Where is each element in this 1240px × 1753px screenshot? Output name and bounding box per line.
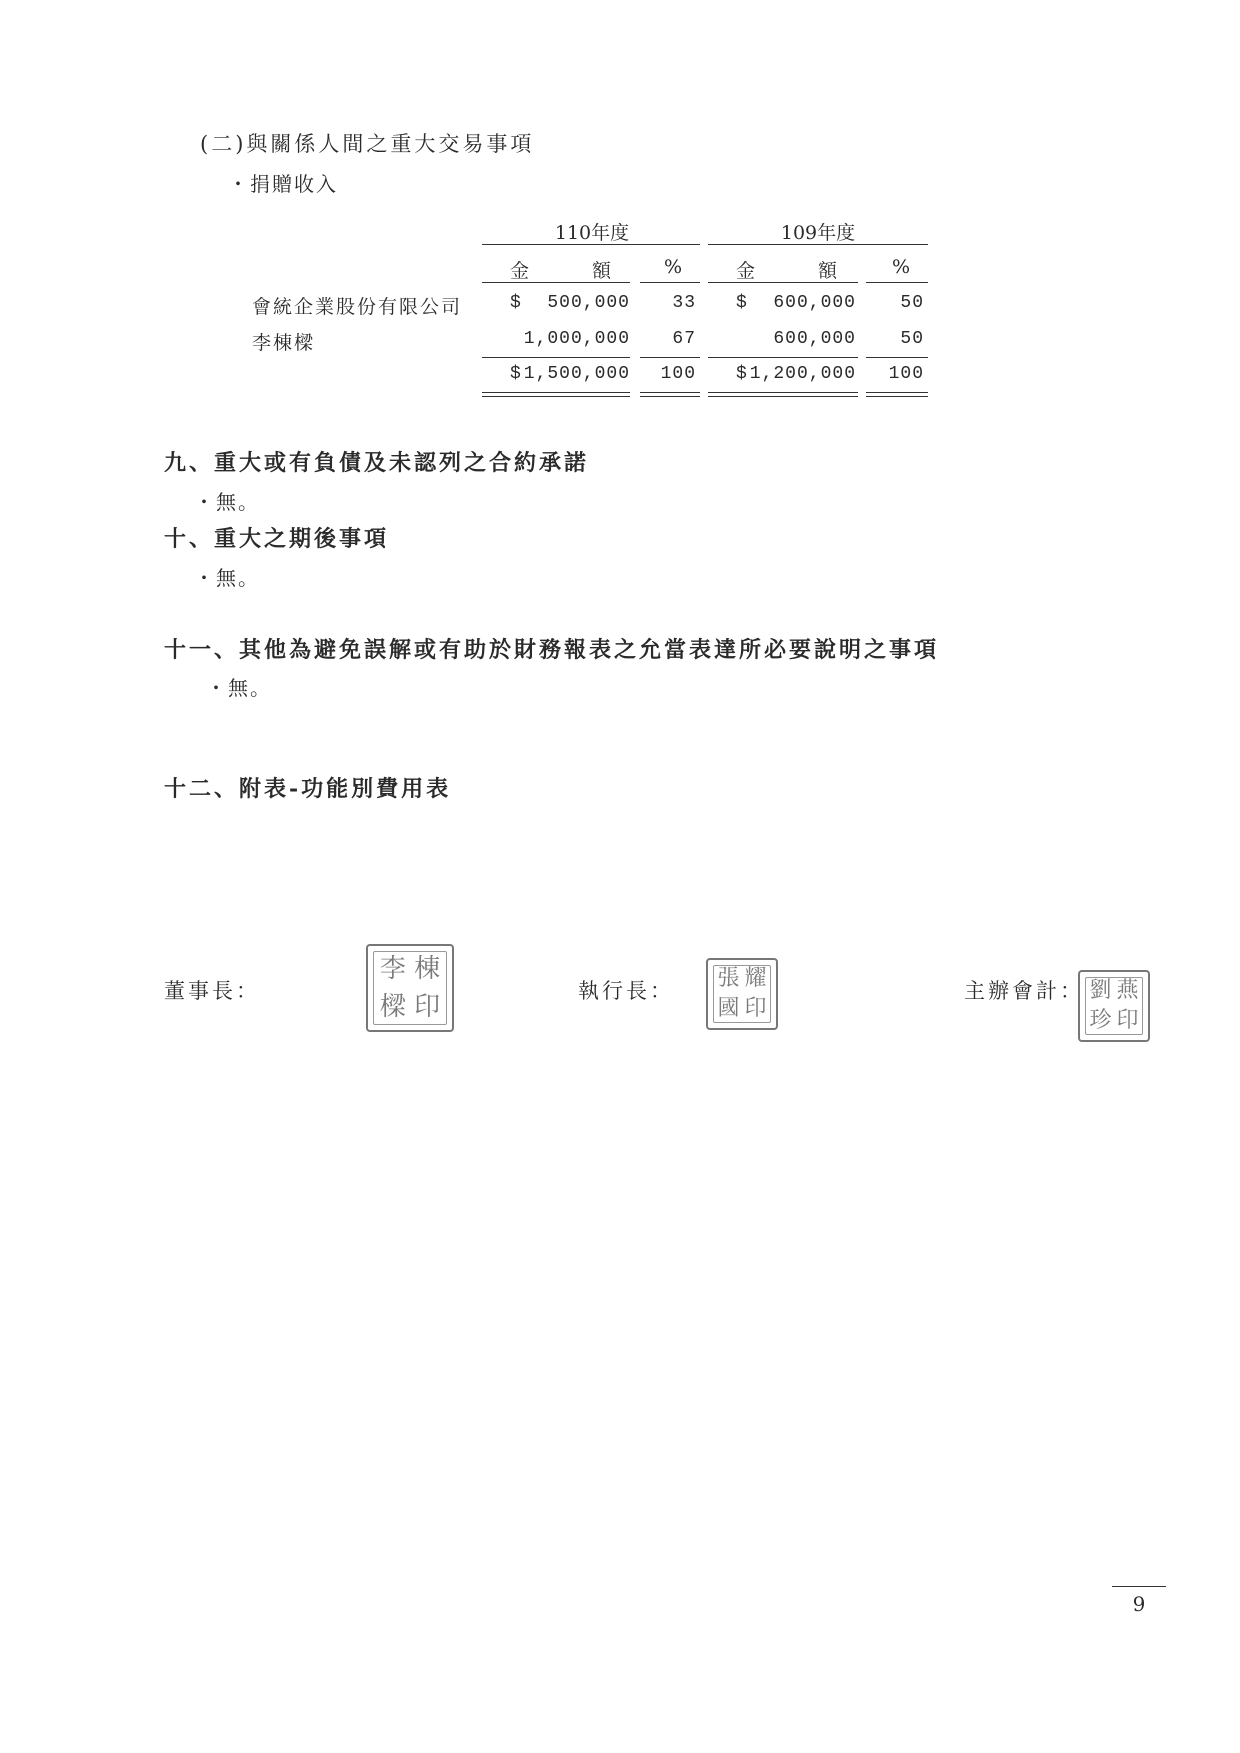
total-double-line-p110b: [640, 396, 700, 397]
row-name: 會統企業股份有限公司: [252, 296, 463, 318]
seal-char: 劉: [1089, 978, 1112, 1003]
col-amount-right-109: 額: [818, 260, 838, 282]
subtotal-line-percent-109: [866, 357, 928, 358]
col-percent-109: %: [892, 256, 911, 278]
col-amount-left-109: 金: [736, 260, 756, 282]
section-2-bullet: ・捐贈收入: [228, 172, 338, 196]
accountant-seal: [1078, 970, 1150, 1042]
row-amount-109: 600,000: [773, 293, 856, 313]
chairman-label: 董事長：: [164, 979, 260, 1003]
accountant-label: 主辦會計：: [964, 979, 1084, 1003]
seal-char: 國: [717, 996, 740, 1021]
total-amount-109: 1,200,000: [749, 364, 856, 384]
total-currency-110: $: [510, 364, 522, 384]
year-110-header: 110年度: [554, 222, 630, 244]
ceo-label: 執行長：: [578, 979, 674, 1003]
chairman-seal: [366, 944, 454, 1032]
row-percent-110: 33: [672, 293, 696, 313]
row-currency-110: $: [510, 293, 522, 313]
section-9-title: 九、重大或有負債及未認列之合約承諾: [164, 450, 590, 476]
col-percent-110: %: [664, 256, 683, 278]
ceo-seal: [706, 958, 778, 1030]
year-110-underline: [482, 244, 700, 245]
total-double-line-109b: [708, 396, 858, 397]
subtotal-line-109: [708, 357, 858, 358]
section-11-title: 十一、其他為避免誤解或有助於財務報表之允當表達所必要說明之事項: [164, 637, 940, 663]
total-currency-109: $: [736, 364, 748, 384]
total-double-line-p109a: [866, 392, 928, 393]
row-name: 李棟樑: [252, 332, 316, 354]
amount-110-underline: [482, 282, 630, 283]
section-9-text: ・無。: [194, 490, 260, 514]
seal-char: 燕: [1116, 978, 1139, 1003]
row-percent-109: 50: [900, 293, 924, 313]
total-double-line-110a: [482, 392, 630, 393]
seal-char: 珍: [1089, 1008, 1112, 1033]
row-percent-109: 50: [900, 329, 924, 349]
amount-109-underline: [708, 282, 858, 283]
col-amount-right-110: 額: [592, 260, 612, 282]
col-amount-left-110: 金: [510, 260, 530, 282]
page-number: 9: [1132, 1592, 1146, 1616]
total-percent-109: 100: [888, 364, 924, 384]
percent-109-underline: [866, 282, 928, 283]
total-double-line-109a: [708, 392, 858, 393]
row-percent-110: 67: [672, 329, 696, 349]
subtotal-line-110: [482, 357, 630, 358]
seal-char: 張: [717, 966, 740, 991]
year-109-underline: [708, 244, 928, 245]
subtotal-line-percent-110: [640, 357, 700, 358]
row-amount-109: 600,000: [773, 329, 856, 349]
row-amount-110: 500,000: [547, 293, 630, 313]
seal-char: 印: [1116, 1008, 1139, 1033]
seal-char: 耀: [744, 966, 767, 991]
seal-char: 樑: [379, 992, 406, 1022]
section-2-title: (二)與關係人間之重大交易事項: [200, 132, 535, 156]
seal-char: 棟: [414, 954, 441, 984]
total-double-line-p109b: [866, 396, 928, 397]
total-percent-110: 100: [660, 364, 696, 384]
section-12-title: 十二、附表-功能別費用表: [164, 776, 452, 802]
row-currency-109: $: [736, 293, 748, 313]
percent-110-underline: [640, 282, 700, 283]
total-double-line-110b: [482, 396, 630, 397]
seal-char: 印: [414, 992, 441, 1022]
total-double-line-p110a: [640, 392, 700, 393]
seal-char: 印: [744, 996, 767, 1021]
section-10-text: ・無。: [194, 566, 260, 590]
page-number-rule: [1112, 1586, 1166, 1587]
seal-char: 李: [379, 954, 406, 984]
section-10-title: 十、重大之期後事項: [164, 526, 390, 552]
section-11-text: ・無。: [206, 676, 272, 700]
total-amount-110: 1,500,000: [523, 364, 630, 384]
year-109-header: 109年度: [780, 222, 856, 244]
row-amount-110: 1,000,000: [523, 329, 630, 349]
